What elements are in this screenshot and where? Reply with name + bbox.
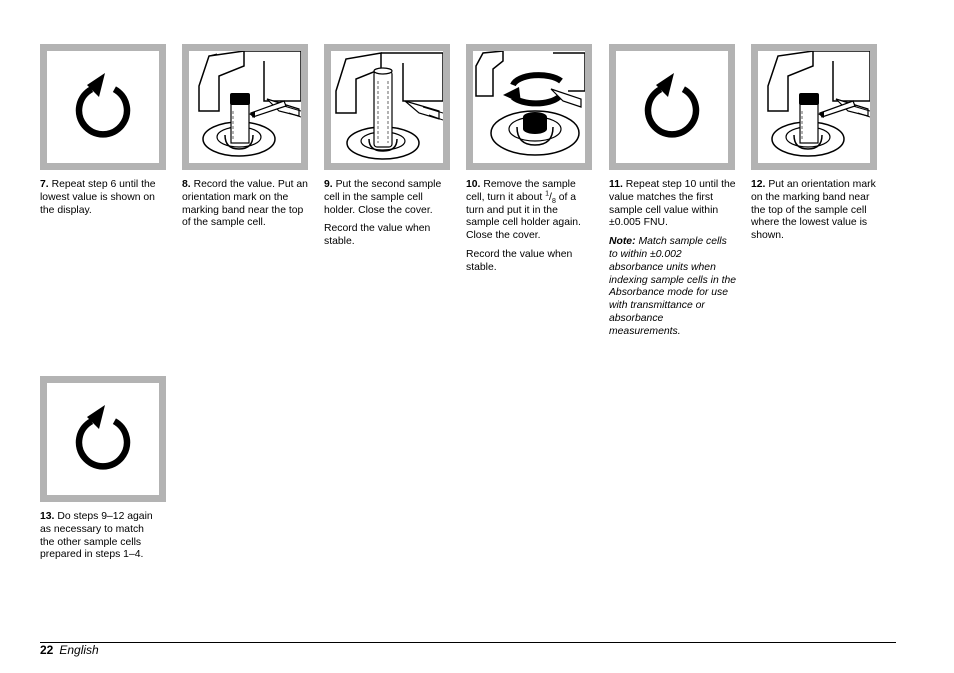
step-7-illustration — [40, 44, 166, 170]
step-text: Repeat step 6 until the lowest value is shown on the display. — [40, 179, 156, 216]
step-7 — [40, 44, 168, 223]
step-13 — [40, 376, 168, 568]
step-12-illustration — [751, 44, 877, 170]
step-text: Do steps 9–12 again as necessary to match the other sample cells prepared in steps 1–4. — [40, 511, 153, 561]
step-number: 13. — [40, 511, 55, 522]
step-10-illustration — [466, 44, 592, 170]
footer-language: English — [59, 643, 99, 657]
step-text: Remove the sample cell, turn it about — [466, 179, 576, 203]
step-text: Record the value when stable. — [324, 223, 431, 248]
rotate-arrow-icon — [47, 51, 159, 163]
step-9-illustration — [324, 44, 450, 170]
page-number: 22 — [40, 643, 54, 657]
step-text: Put the second sample cell in the sample cell holder. Close the cover. — [324, 179, 442, 216]
step-text: Record the value. Put an orientation mark on the marking band near the top of the sample cell. — [182, 179, 308, 229]
step-10 — [466, 44, 594, 281]
step-number: 11. — [609, 179, 623, 190]
sample-cell-marking-icon — [189, 51, 301, 163]
step-text-continued: of a turn and put it in the sample cell holder again. Close the cover. — [466, 191, 581, 242]
step-number: 8. — [182, 179, 191, 190]
sample-cell-marking-icon — [758, 51, 870, 163]
step-11-illustration — [609, 44, 735, 170]
note-label: Note: — [609, 236, 636, 248]
footer-divider — [40, 642, 896, 643]
step-number: 9. — [324, 179, 333, 190]
step-13-illustration — [40, 376, 166, 502]
step-number: 10. — [466, 179, 481, 190]
step-text: Repeat step 10 until the value matches the first sample cell value within ±0.005 FNU. — [609, 179, 736, 229]
step-8 — [182, 44, 310, 236]
rotate-arrow-icon — [47, 383, 159, 495]
insert-sample-cell-icon — [331, 51, 443, 163]
note — [609, 236, 737, 338]
turn-sample-cell-icon — [473, 51, 585, 163]
fraction: $^1/_8$ — [545, 190, 556, 205]
step-number: 12. — [751, 179, 766, 190]
note-text: Match sample cells to within ±0.002 absorbance units when indexing sample cells in the Absorbance mode for use with transmittance or absorbance measurements. — [609, 236, 737, 337]
step-8-illustration — [182, 44, 308, 170]
step-9 — [324, 44, 452, 255]
step-11 — [609, 44, 737, 345]
page-footer — [40, 643, 99, 657]
step-text: Record the value when stable. — [466, 248, 573, 273]
rotate-arrow-icon — [616, 51, 728, 163]
step-12 — [751, 44, 879, 249]
step-number: 7. — [40, 179, 49, 190]
step-text: Put an orientation mark on the marking band near the top of the sample cell where the lowest value is shown. — [751, 179, 876, 242]
